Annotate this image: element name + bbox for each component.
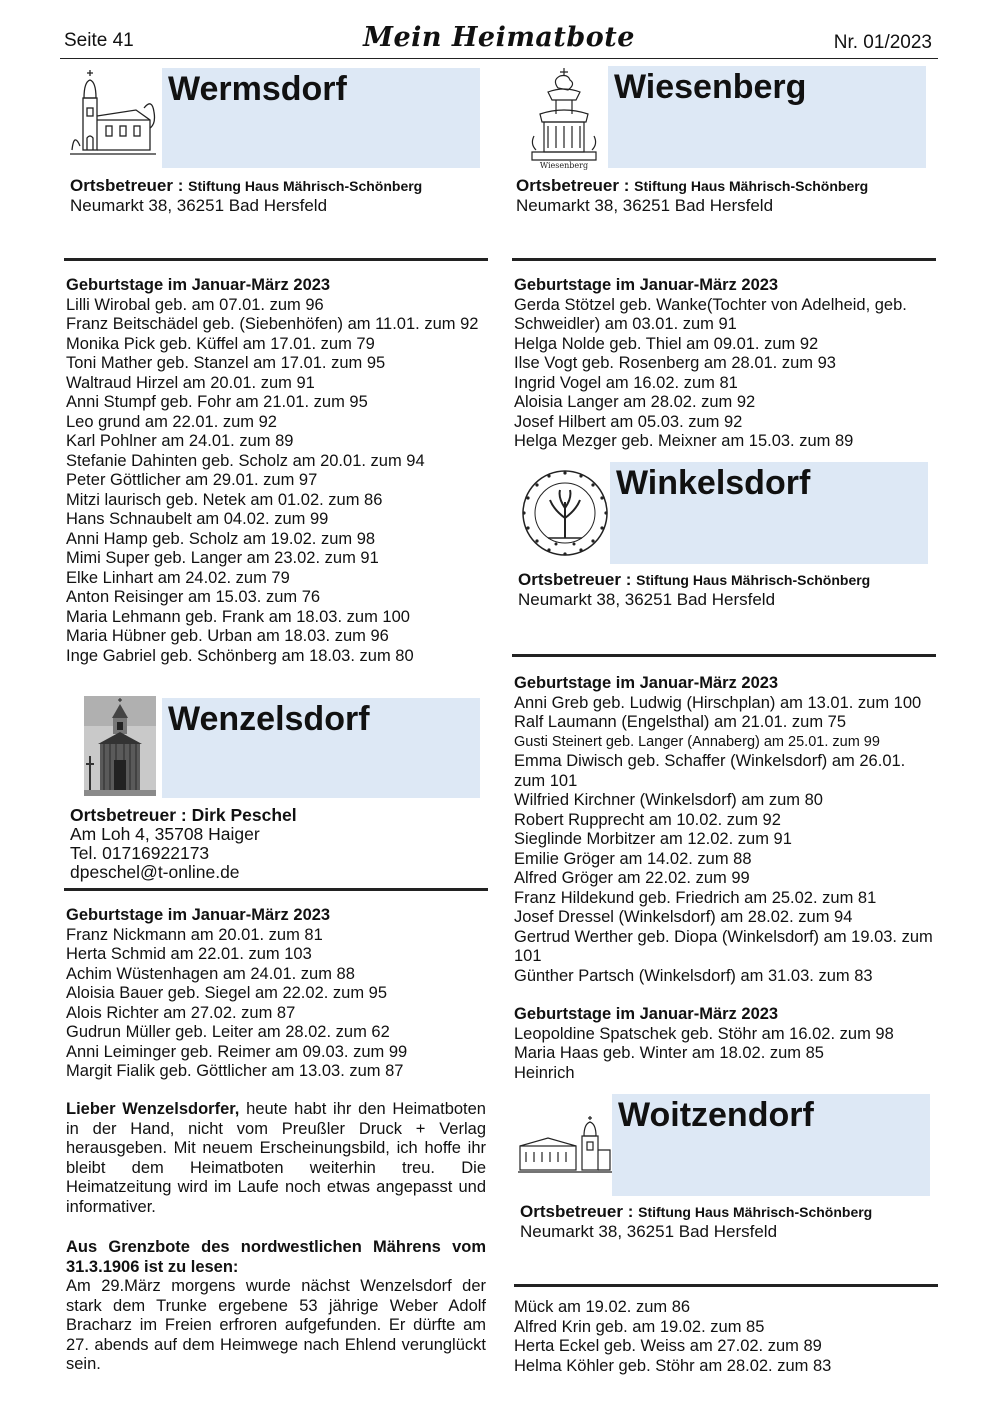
list-item: Heinrich: [514, 1063, 575, 1082]
ob-label: Ortsbetreuer :: [516, 176, 630, 195]
list-item: Josef Hilbert am 05.03. zum 92: [514, 412, 743, 431]
section-divider: [512, 258, 936, 261]
list-item: Helga Nolde geb. Thiel am 09.01. zum 92: [514, 334, 819, 353]
list-item: Gudrun Müller geb. Leiter am 28.02. zum 62: [66, 1023, 390, 1041]
list-item: Ilse Vogt geb. Rosenberg am 28.01. zum 93: [514, 354, 836, 372]
list-item: Anni Hamp geb. Scholz am 19.02. zum 98: [66, 529, 376, 548]
section-divider: [514, 1284, 938, 1287]
page-header: [60, 22, 938, 59]
birthday-heading: Geburtstage im Januar-März 2023: [66, 906, 331, 924]
ob-address: Neumarkt 38, 36251 Bad Hersfeld: [516, 196, 774, 215]
wenzelsdorf-title: Wenzelsdorf: [168, 700, 370, 738]
list-item: Franz Beitschädel geb. (Siebenhöfen) am 11.01. zum 92: [66, 315, 479, 333]
list-item: Gertrud Werther geb. Diopa (Winkelsdorf) am 19.03. zum 101: [514, 927, 933, 965]
birthday-heading: Geburtstage im Januar-März 2023: [514, 674, 779, 692]
woitzendorf-birthday-list: [514, 1298, 936, 1376]
wenzelsdorf-banner: [162, 698, 480, 798]
list-item: Anton Reisinger am 15.03. zum 76: [66, 588, 321, 606]
list-item: Anni Leiminger geb. Reimer am 09.03. zum 99: [66, 1042, 408, 1061]
list-item: Herta Eckel geb. Weiss am 27.02. zum 89: [514, 1337, 822, 1355]
list-item: Maria Hübner geb. Urban am 18.03. zum 96: [66, 627, 389, 645]
ob-phone: Tel. 01716922173: [70, 843, 210, 863]
list-item: Helga Mezger geb. Meixner am 15.03. zum 89: [514, 432, 854, 450]
list-item: Aloisia Langer am 28.02. zum 92: [514, 393, 756, 411]
wiesenberg-emblem-label: Wiesenberg: [539, 161, 589, 170]
list-item: Emma Diwisch geb. Schaffer (Winkelsdorf) am 26.01. zum 101: [514, 752, 906, 790]
wermsdorf-ortsbetreuer: [70, 176, 490, 215]
ob-name: Stiftung Haus Mährisch-Schönberg: [188, 178, 423, 194]
list-item: Ingrid Vogel am 16.02. zum 81: [514, 373, 738, 392]
list-item: Sieglinde Morbitzer am 12.02. zum 91: [514, 830, 792, 848]
woitzendorf-ortsbetreuer: [520, 1202, 940, 1241]
list-item: Toni Mather geb. Stanzel am 17.01. zum 95: [66, 354, 386, 372]
letter-body: heute habt ihr den Heimatboten in der Hand, nicht vom Preußler Druck + Verlag herausgeben. Mit neuem Erscheinungsbild, ich hoffe ihr bleibt dem Heimatboten weiterhin treu. Die Heimatzeitung wird im Laufe noch etwas angepasst und informativer.: [66, 1100, 486, 1216]
ob-address: Neumarkt 38, 36251 Bad Hersfeld: [70, 196, 328, 215]
ob-label: Ortsbetreuer :: [520, 1202, 634, 1221]
wermsdorf-church-icon: [66, 68, 158, 160]
list-item: Alfred Krin geb. am 19.02. zum 85: [514, 1317, 765, 1336]
ob-name: Dirk Peschel: [191, 805, 297, 825]
ob-name: Stiftung Haus Mährisch-Schönberg: [638, 1204, 873, 1220]
ob-address: Neumarkt 38, 36251 Bad Hersfeld: [520, 1222, 778, 1241]
list-item: Maria Haas geb. Winter am 18.02. zum 85: [514, 1044, 824, 1062]
list-item: Stefanie Dahinten geb. Scholz am 20.01. zum 94: [66, 451, 425, 470]
ob-email: dpeschel@t-online.de: [70, 862, 240, 882]
page-number: Seite 41: [64, 30, 134, 51]
winkelsdorf-ortsbetreuer: [518, 570, 938, 609]
wenzelsdorf-birthday-list: [66, 906, 488, 1082]
list-item: Hans Schnaubelt am 04.02. zum 99: [66, 510, 329, 528]
wiesenberg-title: Wiesenberg: [614, 68, 807, 106]
list-item: Alfred Gröger am 22.02. zum 99: [514, 869, 750, 887]
list-item: Aloisia Bauer geb. Siegel am 22.02. zum 95: [66, 984, 388, 1002]
historic-note-heading: Aus Grenzbote des nordwestlichen Mährens vom 31.3.1906 ist zu lesen:: [66, 1238, 486, 1276]
list-item: Helma Köhler geb. Stöhr am 28.02. zum 83: [514, 1356, 832, 1375]
list-item: Lilli Wirobal geb. am 07.01. zum 96: [66, 295, 324, 314]
woitzendorf-banner: [612, 1094, 930, 1196]
wenzelsdorf-chapel-photo-icon: [84, 696, 156, 796]
section-divider: [512, 654, 936, 657]
list-item: Peter Göttlicher am 29.01. zum 97: [66, 471, 318, 489]
wenzelsdorf-historic-note: [66, 1238, 486, 1375]
list-item: Leopoldine Spatschek geb. Stöhr am 16.02. zum 98: [514, 1024, 894, 1043]
woitzendorf-title: Woitzendorf: [618, 1096, 814, 1134]
list-item: Karl Pohlner am 24.01. zum 89: [66, 432, 294, 450]
list-item: Monika Pick geb. Küffel am 17.01. zum 79: [66, 334, 375, 353]
ob-label: Ortsbetreuer :: [70, 176, 184, 195]
wermsdorf-birthday-list: [66, 276, 488, 666]
list-item: Mück am 19.02. zum 86: [514, 1298, 691, 1316]
list-item: Anni Greb geb. Ludwig (Hirschplan) am 13.01. zum 100: [514, 693, 922, 712]
winkelsdorf-title: Winkelsdorf: [616, 464, 811, 502]
list-item: Gerda Stötzel geb. Wanke(Tochter von Adelheid, geb. Schweidler) am 03.01. zum 91: [514, 295, 907, 333]
ob-address: Neumarkt 38, 36251 Bad Hersfeld: [518, 590, 776, 609]
wiesenberg-fountain-icon: [528, 66, 600, 170]
historic-note-body: Am 29.März morgens wurde nächst Wenzelsdorf der stark dem Trunke ergebene 53 jährige Weber Adolf Bracharz im Freien erfroren aufgefunden. Er dürfte am 27. abends auf dem Heimwege nach Ehlend verunglückt sein.: [66, 1277, 486, 1373]
list-item: Mitzi laurisch geb. Netek am 01.02. zum 86: [66, 490, 383, 509]
list-item: Mimi Super geb. Langer am 23.02. zum 91: [66, 549, 379, 567]
list-item: Emilie Gröger am 14.02. zum 88: [514, 849, 752, 868]
list-item: Maria Lehmann geb. Frank am 18.03. zum 100: [66, 607, 410, 626]
ob-name: Stiftung Haus Mährisch-Schönberg: [634, 178, 869, 194]
winkelsdorf-seal-icon: [520, 468, 610, 558]
winkelsdorf-banner: [610, 462, 928, 564]
section-divider: [64, 258, 488, 261]
list-item: Robert Rupprecht am 10.02. zum 92: [514, 810, 781, 829]
list-item: Elke Linhart am 24.02. zum 79: [66, 568, 290, 587]
issue-number: Nr. 01/2023: [833, 32, 932, 53]
birthday-heading: Geburtstage im Januar-März 2023: [514, 276, 779, 294]
list-item: Günther Partsch (Winkelsdorf) am 31.03. zum 83: [514, 966, 873, 985]
ob-name: Stiftung Haus Mährisch-Schönberg: [636, 572, 871, 588]
section-divider: [64, 888, 488, 891]
birthday-heading: Geburtstage im Januar-März 2023: [514, 1005, 779, 1023]
letter-greeting: Lieber Wenzelsdorfer,: [66, 1100, 240, 1118]
wenzelsdorf-letter: [66, 1100, 486, 1217]
wermsdorf-title: Wermsdorf: [168, 70, 347, 108]
winkelsdorf-birthday-list: [514, 674, 936, 1083]
wermsdorf-banner: [162, 68, 480, 168]
birthday-heading: Geburtstage im Januar-März 2023: [66, 276, 331, 294]
list-item: Waltraud Hirzel am 20.01. zum 91: [66, 373, 315, 392]
list-item: Anni Stumpf geb. Fohr am 21.01. zum 95: [66, 393, 368, 411]
wiesenberg-banner: [608, 66, 926, 168]
newspaper-title: Mein Heimatbote: [363, 22, 635, 53]
wiesenberg-birthday-list: [514, 276, 936, 452]
ob-label: Ortsbetreuer :: [518, 570, 632, 589]
list-item: Margit Fialik geb. Göttlicher am 13.03. zum 87: [66, 1062, 404, 1080]
list-item: Herta Schmid am 22.01. zum 103: [66, 945, 312, 963]
list-item: Achim Wüstenhagen am 24.01. zum 88: [66, 964, 355, 983]
list-item: Gusti Steinert geb. Langer (Annaberg) am 25.01. zum 99: [514, 733, 880, 750]
list-item: Franz Hildekund geb. Friedrich am 25.02. zum 81: [514, 888, 877, 907]
wiesenberg-ortsbetreuer: [516, 176, 936, 215]
list-item: Franz Nickmann am 20.01. zum 81: [66, 925, 323, 944]
ob-label: Ortsbetreuer :: [70, 805, 187, 825]
list-item: Josef Dressel (Winkelsdorf) am 28.02. zum 94: [514, 908, 853, 926]
list-item: Alois Richter am 27.02. zum 87: [66, 1003, 296, 1022]
list-item: Leo grund am 22.01. zum 92: [66, 412, 277, 431]
woitzendorf-village-icon: [518, 1116, 612, 1176]
ob-address: Am Loh 4, 35708 Haiger: [70, 824, 260, 844]
list-item: Wilfried Kirchner (Winkelsdorf) am zum 80: [514, 791, 823, 809]
list-item: Ralf Laumann (Engelsthal) am 21.01. zum 75: [514, 713, 847, 731]
wenzelsdorf-ortsbetreuer: [70, 806, 490, 882]
list-item: Inge Gabriel geb. Schönberg am 18.03. zum 80: [66, 646, 414, 665]
